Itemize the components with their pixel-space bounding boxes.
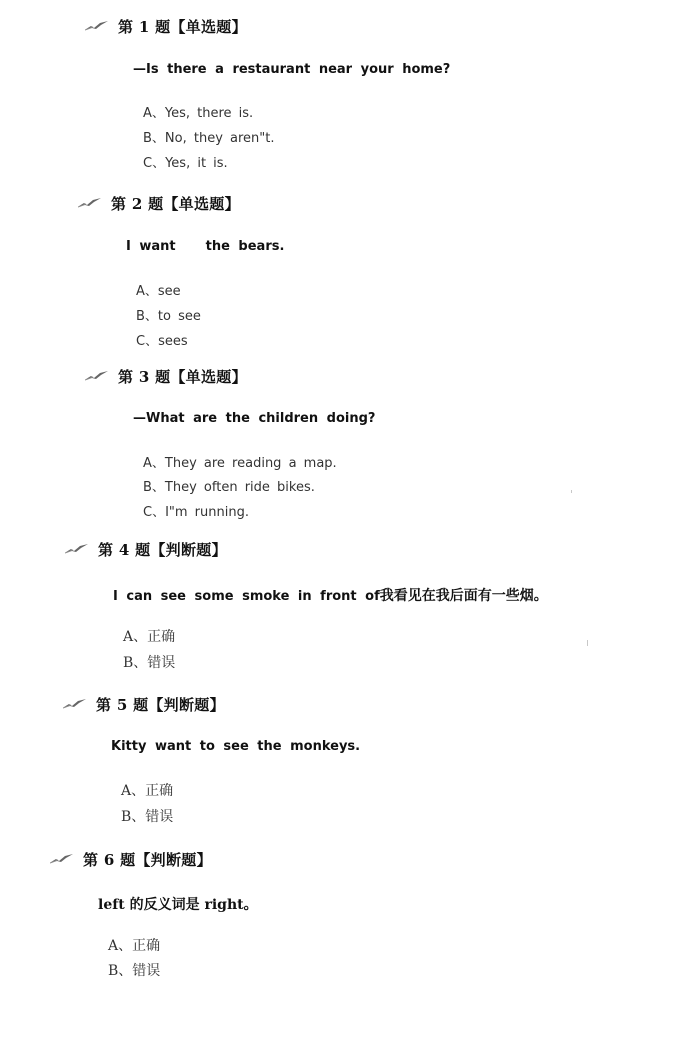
question-stem-text: left 的反义词是 right。 xyxy=(98,897,258,913)
option-a[interactable] xyxy=(108,935,160,957)
option-a-label: A、正确 xyxy=(108,938,161,954)
option-b[interactable]: B、to see xyxy=(136,309,201,324)
question-stem: —Is there a restaurant near your home? xyxy=(133,62,451,77)
option-a[interactable] xyxy=(121,780,173,802)
stem-before-blank: I want xyxy=(126,239,176,254)
option-b-label: B、错误 xyxy=(108,963,161,979)
pen-icon xyxy=(50,853,74,865)
question-title: 第 2 题【单选题】 xyxy=(111,194,240,213)
option-b-label: B、错误 xyxy=(123,655,176,671)
stem-after-blank: the bears. xyxy=(205,239,285,254)
question-stem xyxy=(98,894,258,914)
option-a[interactable]: A、Yes, there is. xyxy=(143,106,254,121)
question-title: 第 5 题【判断题】 xyxy=(96,695,225,714)
scan-artifact xyxy=(571,490,572,493)
option-c[interactable]: C、sees xyxy=(136,334,188,349)
option-b[interactable] xyxy=(108,960,160,982)
option-c[interactable]: C、Yes, it is. xyxy=(143,156,228,171)
option-a[interactable]: A、They are reading a map. xyxy=(143,456,337,471)
question-header xyxy=(85,364,247,388)
option-b[interactable] xyxy=(121,806,173,828)
option-b[interactable] xyxy=(123,652,175,674)
pen-icon xyxy=(78,197,102,209)
pen-icon xyxy=(85,370,109,382)
question-stem xyxy=(113,585,548,605)
stem-chinese: 我看见在我后面有一些烟。 xyxy=(379,588,548,604)
stem-english: I can see some smoke in front of xyxy=(113,589,380,604)
question-header xyxy=(78,191,240,215)
option-b[interactable]: B、They often ride bikes. xyxy=(143,480,315,495)
pen-icon xyxy=(63,698,87,710)
question-header xyxy=(50,847,212,871)
option-a[interactable] xyxy=(123,626,175,648)
question-stem xyxy=(126,239,284,254)
question-title: 第 6 题【判断题】 xyxy=(83,850,212,869)
pen-icon xyxy=(65,543,89,555)
question-title: 第 3 题【单选题】 xyxy=(118,367,247,386)
option-a[interactable]: A、see xyxy=(136,284,181,299)
pen-icon xyxy=(85,20,109,32)
question-header xyxy=(85,14,247,38)
scan-artifact xyxy=(587,640,588,646)
question-title: 第 4 题【判断题】 xyxy=(98,540,227,559)
question-title: 第 1 题【单选题】 xyxy=(118,17,247,36)
question-header xyxy=(63,692,225,716)
option-c[interactable]: C、I"m running. xyxy=(143,505,249,520)
question-stem: —What are the children doing? xyxy=(133,411,376,426)
option-b-label: B、错误 xyxy=(121,809,174,825)
question-stem: Kitty want to see the monkeys. xyxy=(111,739,361,754)
question-header xyxy=(65,537,227,561)
option-b[interactable]: B、No, they aren"t. xyxy=(143,131,275,146)
option-a-label: A、正确 xyxy=(123,629,176,645)
option-a-label: A、正确 xyxy=(121,783,174,799)
